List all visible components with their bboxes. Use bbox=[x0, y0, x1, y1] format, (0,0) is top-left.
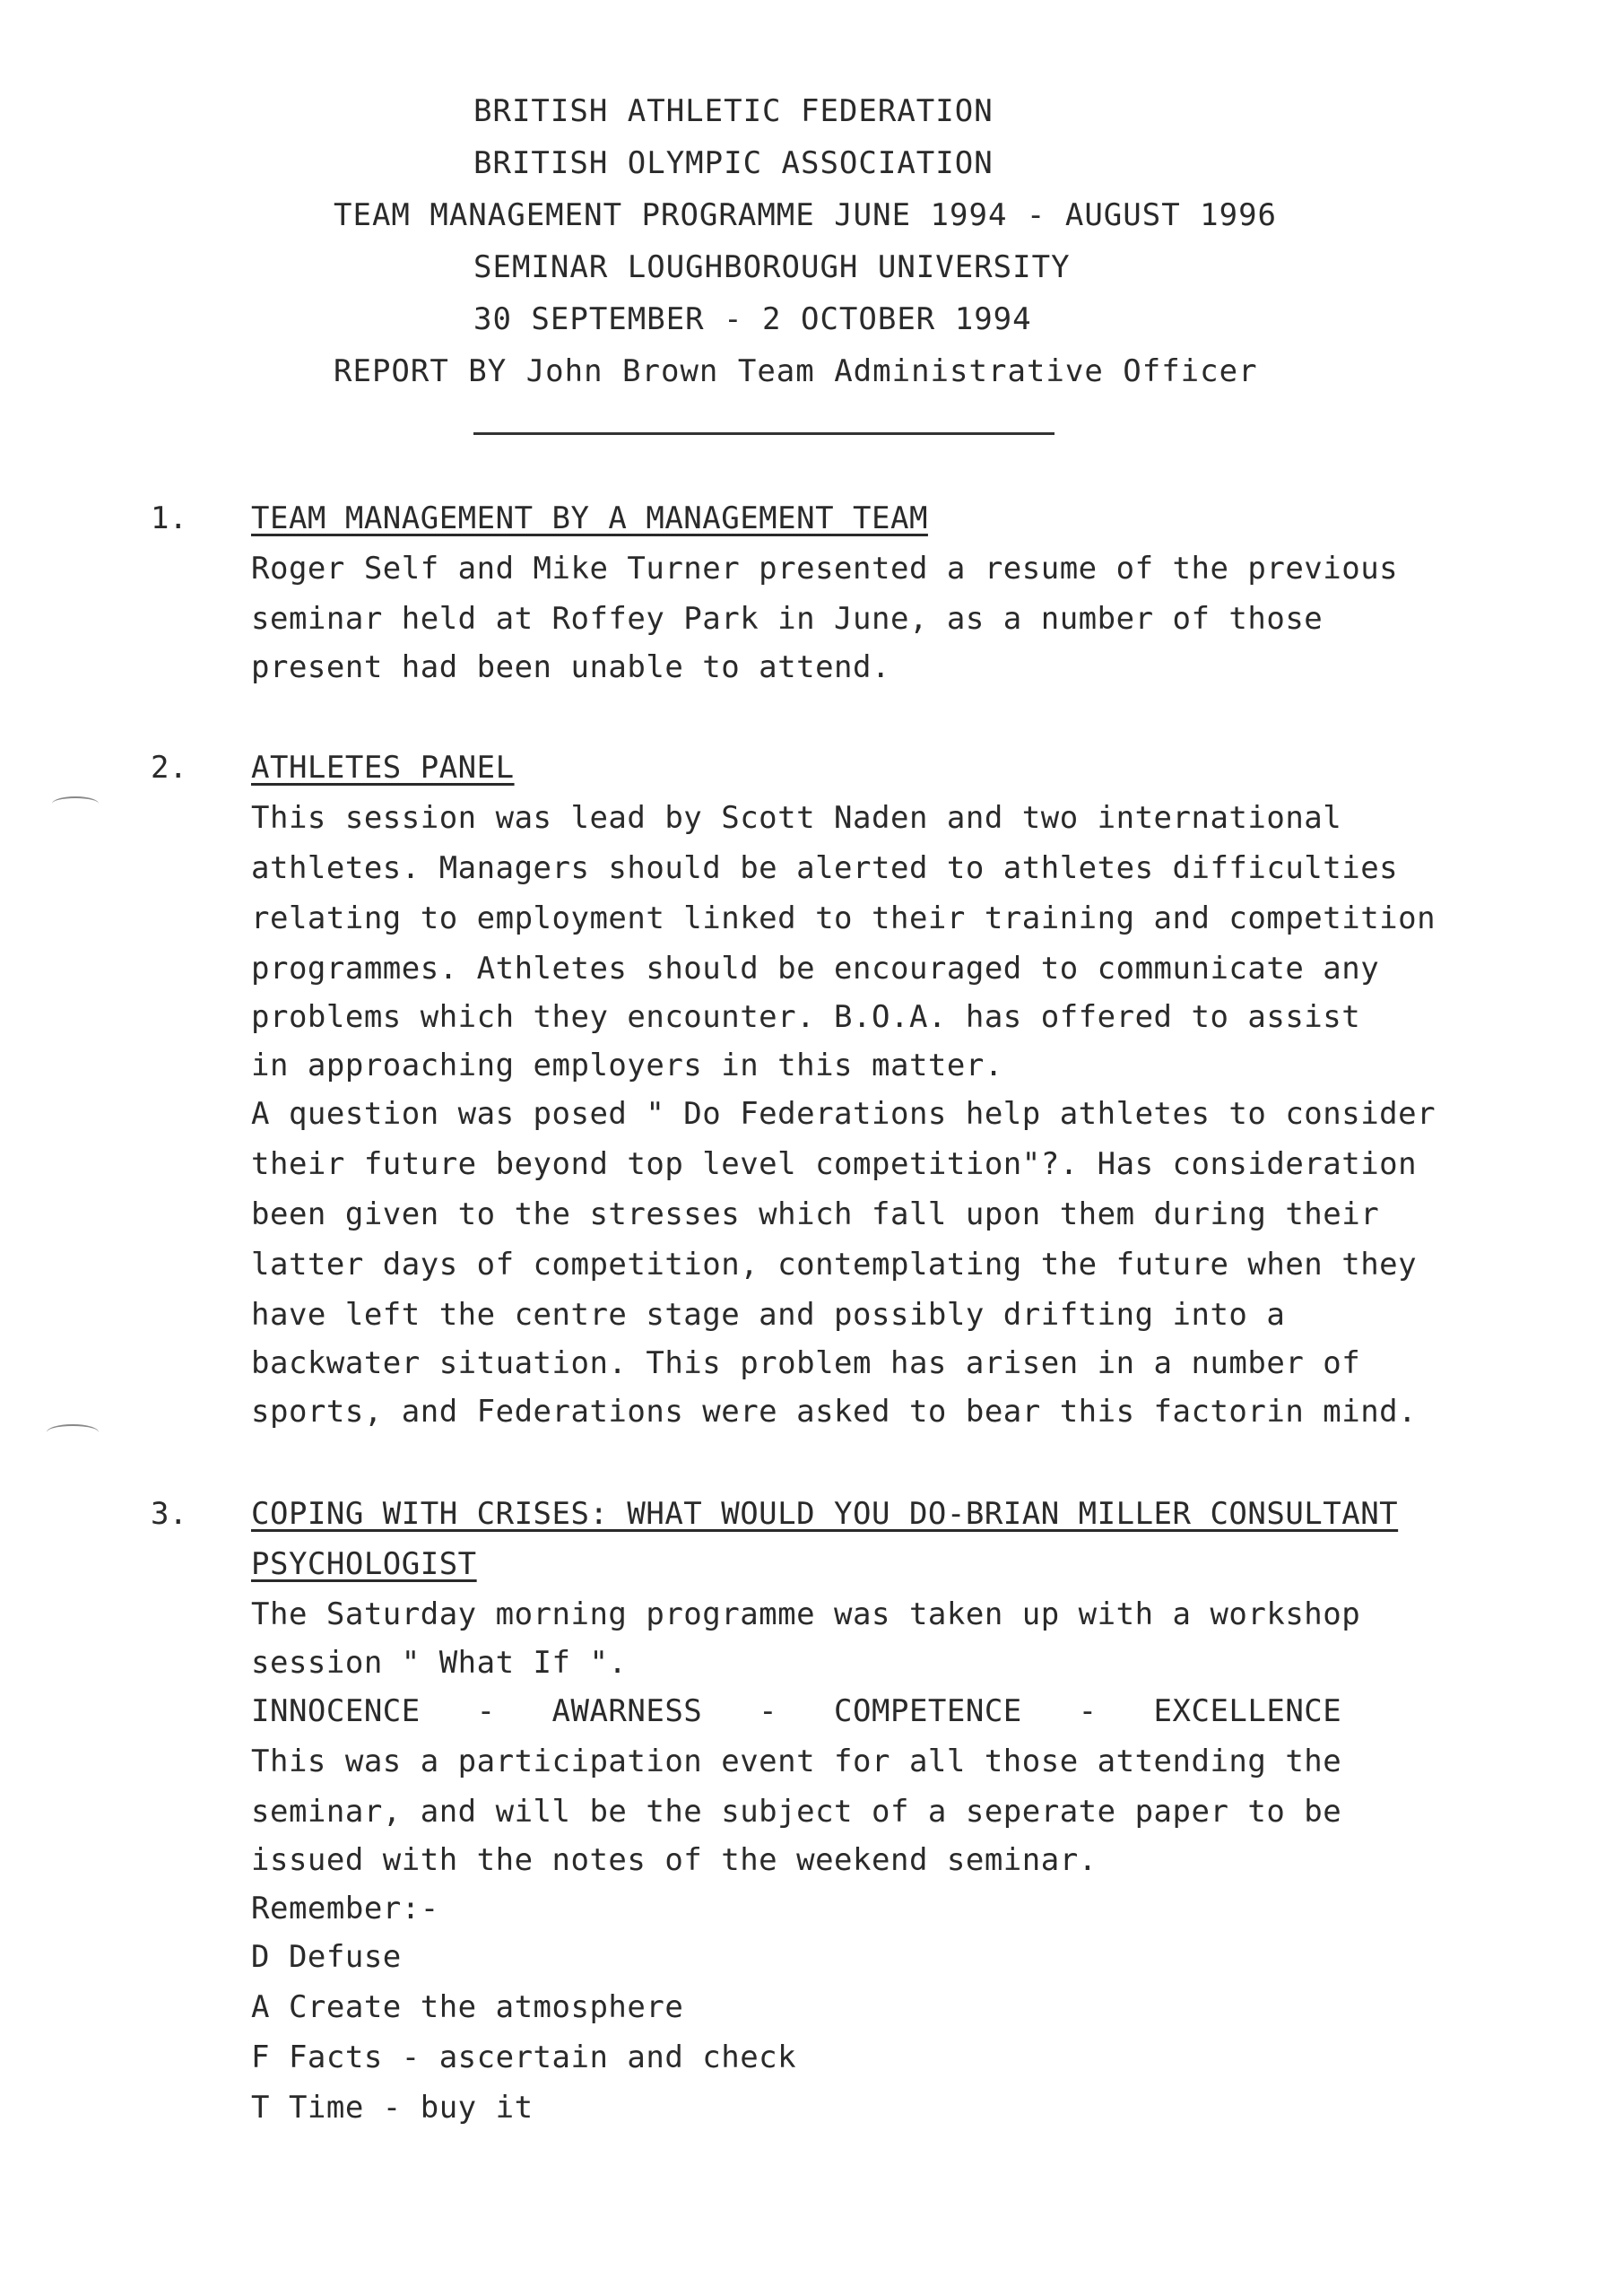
section-heading-line-1: COPING WITH CRISES: WHAT WOULD YOU DO-BRIAN MILLER CONSULTANT bbox=[251, 1496, 1399, 1532]
section-line: This was a participation event for all those attending the bbox=[251, 1744, 1342, 1779]
header-divider bbox=[473, 432, 1055, 435]
mnemonic-item: T Time - buy it bbox=[251, 2090, 534, 2126]
section-heading: ATHLETES PANEL bbox=[251, 750, 515, 786]
section-line: athletes. Managers should be alerted to athletes difficulties bbox=[251, 850, 1399, 886]
header-dates: 30 SEPTEMBER - 2 OCTOBER 1994 bbox=[473, 301, 1032, 337]
section-line: their future beyond top level competition"?. Has consideration bbox=[251, 1146, 1418, 1182]
header-programme: TEAM MANAGEMENT PROGRAMME JUNE 1994 - AUGUST 1996 bbox=[334, 197, 1278, 233]
punch-hole-mark bbox=[52, 796, 99, 811]
section-line: present had been unable to attend. bbox=[251, 649, 890, 685]
section-line: programmes. Athletes should be encouraged to communicate any bbox=[251, 951, 1380, 987]
section-line: relating to employment linked to their training and competition bbox=[251, 900, 1436, 936]
mnemonic-item: D Defuse bbox=[251, 1939, 402, 1975]
section-line: latter days of competition, contemplating the future when they bbox=[251, 1247, 1418, 1283]
section-number: 2. bbox=[151, 750, 187, 786]
section-line: seminar, and will be the subject of a seperate paper to be bbox=[251, 1794, 1342, 1830]
section-heading: TEAM MANAGEMENT BY A MANAGEMENT TEAM bbox=[251, 500, 928, 536]
section-line: problems which they encounter. B.O.A. has offered to assist bbox=[251, 999, 1361, 1035]
section-heading-line-2: PSYCHOLOGIST bbox=[251, 1546, 477, 1582]
remember-label: Remember:- bbox=[251, 1891, 439, 1926]
section-line: Roger Self and Mike Turner presented a resume of the previous bbox=[251, 551, 1399, 587]
section-line: been given to the stresses which fall upon them during their bbox=[251, 1196, 1380, 1232]
section-line: The Saturday morning programme was taken up with a workshop bbox=[251, 1596, 1361, 1632]
section-line: seminar held at Roffey Park in June, as a number of those bbox=[251, 601, 1324, 637]
section-number: 1. bbox=[151, 500, 187, 536]
section-line: session " What If ". bbox=[251, 1645, 628, 1681]
section-line: sports, and Federations were asked to bear this factorin mind. bbox=[251, 1394, 1418, 1430]
section-line: in approaching employers in this matter. bbox=[251, 1048, 1003, 1083]
section-number: 3. bbox=[151, 1496, 187, 1532]
header-report-by: REPORT BY John Brown Team Administrative Officer bbox=[334, 353, 1258, 389]
header-federation: BRITISH ATHLETIC FEDERATION bbox=[473, 93, 994, 129]
section-line: have left the centre stage and possibly drifting into a bbox=[251, 1297, 1286, 1333]
stage-sequence: INNOCENCE - AWARNESS - COMPETENCE - EXCELLENCE bbox=[251, 1693, 1342, 1729]
section-line: issued with the notes of the weekend seminar. bbox=[251, 1842, 1098, 1878]
mnemonic-item: F Facts - ascertain and check bbox=[251, 2039, 797, 2075]
section-line: A question was posed " Do Federations help athletes to consider bbox=[251, 1096, 1436, 1132]
section-line: This session was lead by Scott Naden and two international bbox=[251, 800, 1342, 836]
section-line: backwater situation. This problem has arisen in a number of bbox=[251, 1345, 1361, 1381]
header-seminar: SEMINAR LOUGHBOROUGH UNIVERSITY bbox=[473, 249, 1071, 285]
mnemonic-item: A Create the atmosphere bbox=[251, 1989, 684, 2025]
punch-hole-mark bbox=[47, 1424, 99, 1440]
header-association: BRITISH OLYMPIC ASSOCIATION bbox=[473, 145, 994, 181]
